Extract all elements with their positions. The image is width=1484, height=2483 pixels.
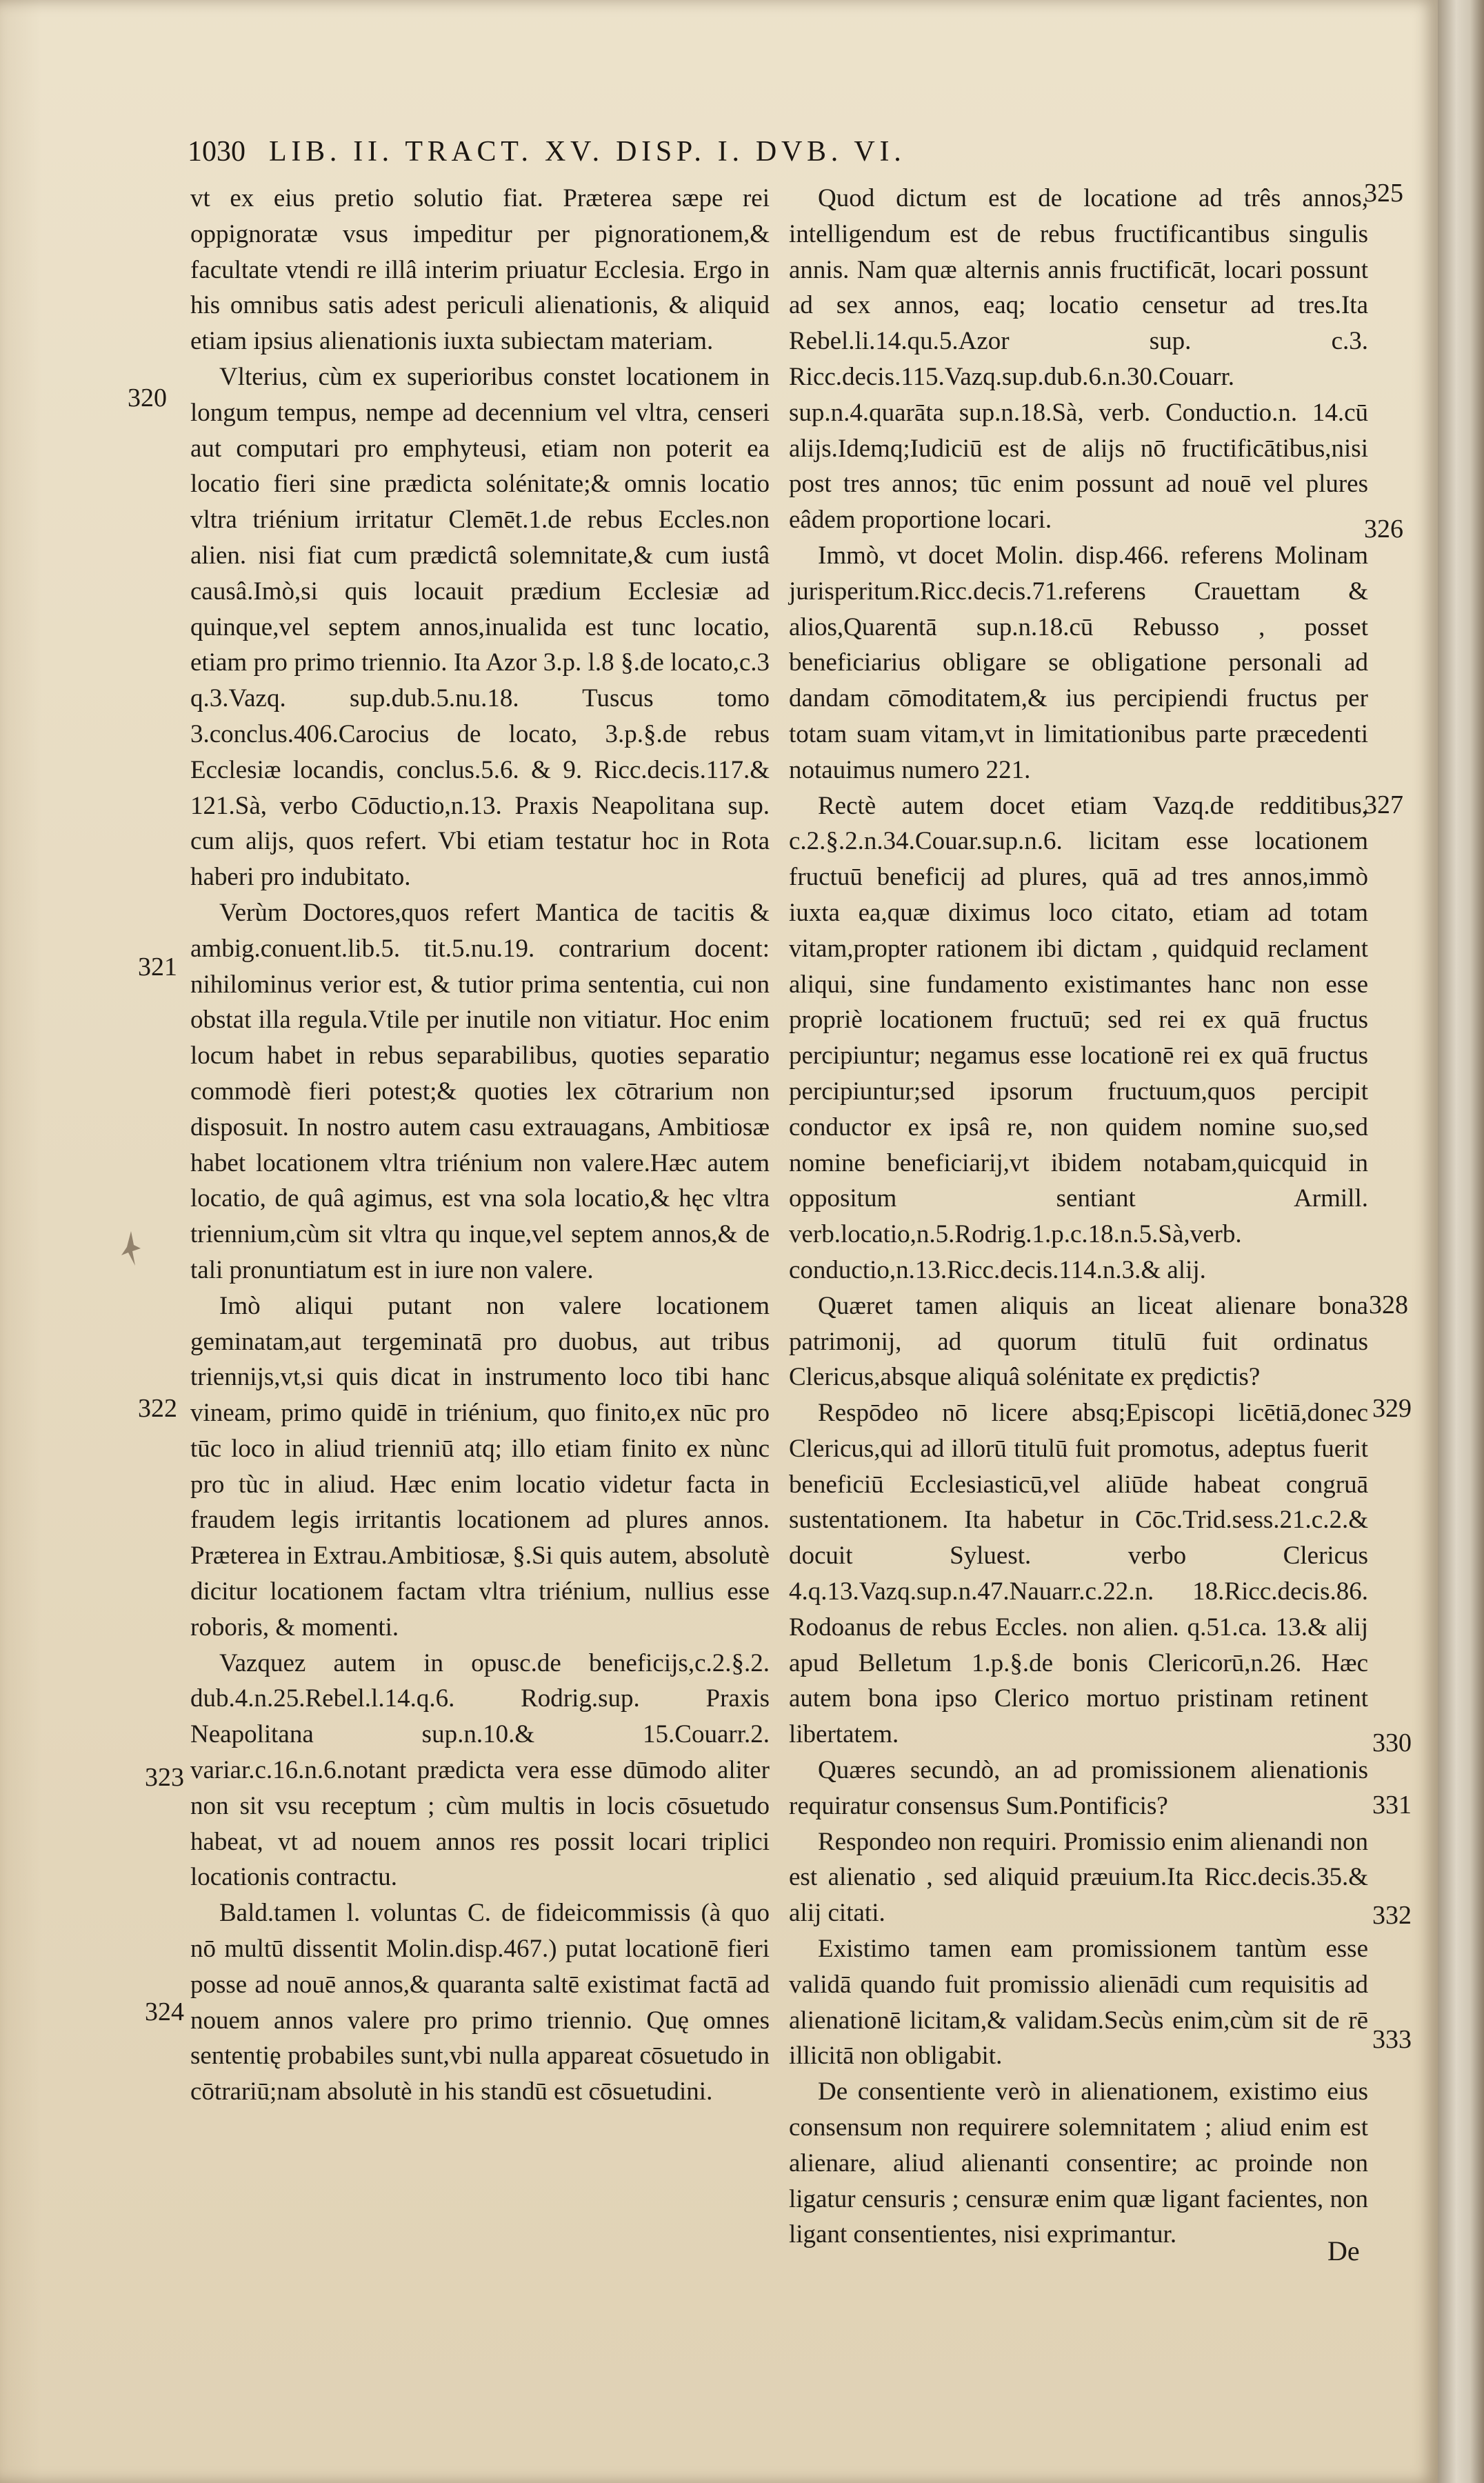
paragraph: Vlterius, cùm ex superioribus constet locationem in longum tempus, nempe ad decennium vel vltra, censeri aut computari pro emphyteusi, etiam non poterit ea locatio fieri sine prædicta solénitate;& omnis locatio vltra triénium irritatur Clemēt.1.de rebus Eccles.non alien. nisi fiat cum prædictâ solemnitate,& cum iustâ causâ.Imò,si quis locauit prædium Ecclesiæ ad quinque,vel septem annos,inualida est tunc locatio, etiam pro primo triennio. Ita Azor 3.p. l.8 §.de locato,c.3 q.3.Vazq. sup.dub.5.nu.18. Tuscus tomo 3.conclus.406.Carocius de locato, 3.p.§.de rebus Ecclesiæ locandis, conclus.5.6. & 9. Ricc.decis.117.& 121.Sà, verbo Cōductio,n.13. Praxis Neapolitana sup. cum alijs, quos refert. Vbi etiam testatur hoc in Rota haberi pro indubitato. <box>190 362 770 892</box>
margin-number: 325 <box>1364 179 1403 208</box>
catchword: De <box>1327 2235 1360 2266</box>
ink-blot-icon <box>117 1228 145 1269</box>
paragraph: Verùm Doctores,quos refert Mantica de tacitis & ambig.conuent.lib.5. tit.5.nu.19. contrarium docent: nihilominus verior est, & tutior prima sententia, cui non obstat illa regula.Vtile per inutile non vitiatur. Hoc enim locum habet in rebus separabilibus, quoties separatio commodè fieri potest;& quoties lex cōtrarium non disposuit. In nostro autem casu extrauagans, Ambitiosæ habet locationem vltra triénium non valere.Hæc autem locatio, de quâ agimus, est vna sola locatio,& hęc vltra triennium,cùm sit vltra qu inque,vel septem annos,& de tali pronuntiatum est in iure non valere. <box>190 898 770 1284</box>
margin-number: 329 <box>1372 1394 1412 1423</box>
margin-number: 322 <box>138 1394 177 1423</box>
paragraph: Quæret tamen aliquis an liceat alienare bona patrimonij, ad quorum titulū fuit ordinatus Clericus,absque aliquâ solénitate ex prędictis? <box>789 1291 1368 1392</box>
margin-number: 332 <box>1372 1901 1412 1930</box>
margin-number: 320 <box>128 383 167 412</box>
paragraph: Quæres secundò, an ad promissionem alienationis requiratur consensus Sum.Pontificis? <box>789 1756 1368 1820</box>
margin-number: 331 <box>1372 1791 1412 1819</box>
page-stack-edge <box>1438 0 1484 2483</box>
paragraph: Respōdeo nō licere absq;Episcopi licētiā,donec Clericus,qui ad illorū titulū fuit promotus, adeptus fuerit beneficiū Ecclesiasticū,vel aliūde habeat congruā sustentationem. Ita habetur in Cōc.Trid.sess.21.c.2.& docuit Syluest. verbo Clericus 4.q.13.Vazq.sup.n.47.Nauarr.c.22.n. 18.Ricc.decis.86. Rodoanus de rebus Eccles. non alien. q.51.ca. 13.& alij apud Belletum 1.p.§.de bonis Clericorū,n.26. Hæc autem bona ipso Clerico mortuo pristinam retinent libertatem. <box>789 1399 1368 1749</box>
margin-number: 327 <box>1364 790 1403 819</box>
paragraph: Immò, vt docet Molin. disp.466. referens Molinam jurisperitum.Ricc.decis.71.referens Crauettam & alios,Quarentā sup.n.18.cū Rebusso , posset beneficiarius obligare se obligatione personali ad dandam cōmoditatem,& ius percipiendi fructus per totam suam vitam,vt in limitationibus parte præcedenti notauimus numero 221. <box>789 541 1368 784</box>
paragraph: Imò aliqui putant non valere locationem geminatam,aut tergeminatā pro duobus, aut tribus triennijs,vt,si quis dicat in instrumento loco tibi hanc vineam, primo quidē in triénium, quo finito,ex nūc pro tūc loco in aliud trienniū atq; illo etiam finito ex nùnc pro tùc in aliud. Hæc enim locatio videtur facta in fraudem legis irritantis locationem ad plures annos. Præterea in Extrau.Ambitiosæ, §.Si quis autem, absolutè dicitur locationem factam vltra triénium, nullius esse roboris, & momenti. <box>190 1291 770 1642</box>
paragraph: Rectè autem docet etiam Vazq.de redditibus, c.2.§.2.n.34.Couar.sup.n.6. licitam esse locationem fructuū beneficij ad plures, quā ad tres annos,immò iuxta ea,quæ diximus loco citato, etiam ad totam vitam,propter rationem ibi dictam , quidquid reclament aliqui, sine fundamento existimantes hanc non esse propriè locationem fructuū; sed rei ex quā fructus percipiuntur; negamus esse locationē rei ex quā fructus percipiuntur;sed ipsorum fructuum,quos percipit conductor ex ipsâ re, non quidem nomine suo,sed nomine beneficiarij,vt ibidem notabam,quicquid in oppositum sentiant Armill. verb.locatio,n.5.Rodrig.1.p.c.18.n.5.Sà,verb. conductio,n.13.Ricc.decis.114.n.3.& alij. <box>789 791 1368 1284</box>
paragraph: Existimo tamen eam promissionem tantùm esse validā quando fuit promissio alienādi cum requisitis ad alienationē licitam,& validam.Secùs enim,cùm sit de rē illicitā non obligabit. <box>789 1935 1368 2071</box>
margin-number: 323 <box>145 1763 184 1792</box>
paragraph: Vazquez autem in opusc.de beneficijs,c.2.§.2. dub.4.n.25.Rebel.l.14.q.6. Rodrig.sup. Praxis Neapolitana sup.n.10.& 15.Couarr.2. variar.c.16.n.6.notant prædicta vera esse dūmodo aliter non sit vsu receptum ; cùm multis in locis cōsuetudo habeat, vt ad nouem annos res possit locari triplici locationis contractu. <box>190 1648 770 1892</box>
paragraph: De consentiente verò in alienationem, existimo eius consensum non requirere solemnitatem ; aliud enim est alienare, aliud alienanti consentire; ac proinde non ligatur censuris ; censuræ enim quæ ligant facientes, non ligant consentientes, nisi exprimantur. <box>789 2077 1368 2249</box>
paragraph: Bald.tamen l. voluntas C. de fideicommissis (à quo nō multū dissentit Molin.disp.467.) putat locationē fieri posse ad nouē annos,& quaranta saltē existimat factā ad nouem annos valere pro primo triennio. Quę omnes sententię probabiles sunt,vbi nulla appareat cōsuetudo in cōtrariū;nam absolutè in his standū est cōsuetudini. <box>190 1899 770 2106</box>
margin-number: 326 <box>1364 515 1403 544</box>
running-head <box>188 135 1167 177</box>
margin-number: 321 <box>138 953 177 981</box>
margin-number: 333 <box>1372 2025 1412 2054</box>
running-title: LIB. II. TRACT. XV. DISP. I. DVB. VI. <box>269 136 906 168</box>
paragraph: Respondeo non requiri. Promissio enim alienandi non est alienatio , sed aliquid præuium.Ita Ricc.decis.35.& alij citati. <box>789 1827 1368 1928</box>
page-number: 1030 <box>188 136 245 168</box>
left-column <box>190 181 770 2110</box>
right-column <box>789 181 1368 2253</box>
paragraph: vt ex eius pretio solutio fiat. Præterea sæpe rei oppignoratæ vsus impeditur per pignorationem,& facultate vtendi re illâ interim priuatur Ecclesia. Ergo in his omnibus satis adest periculi alienationis, & aliquid etiam ipsius alienationis iuxta subiectam materiam. <box>190 184 770 356</box>
paragraph: Quod dictum est de locatione ad três annos, intelligendum est de rebus fructificantibus singulis annis. Nam quæ alternis annis fructificāt, locari possunt ad sex annos, eaq; locatio censetur ad tres.Ita Rebel.li.14.qu.5.Azor sup. c.3. Ricc.decis.115.Vazq.sup.dub.6.n.30.Couarr. sup.n.4.quarāta sup.n.18.Sà, verb. Conductio.n. 14.cū alijs.Idemq;Iudiciū est de alijs nō fructificātibus,nisi post tres annos; tūc enim possunt ad nouē vel plures eâdem proportione locari. <box>789 184 1368 535</box>
margin-number: 330 <box>1372 1728 1412 1757</box>
margin-number: 324 <box>145 1997 184 2026</box>
margin-number: 328 <box>1369 1290 1408 1319</box>
